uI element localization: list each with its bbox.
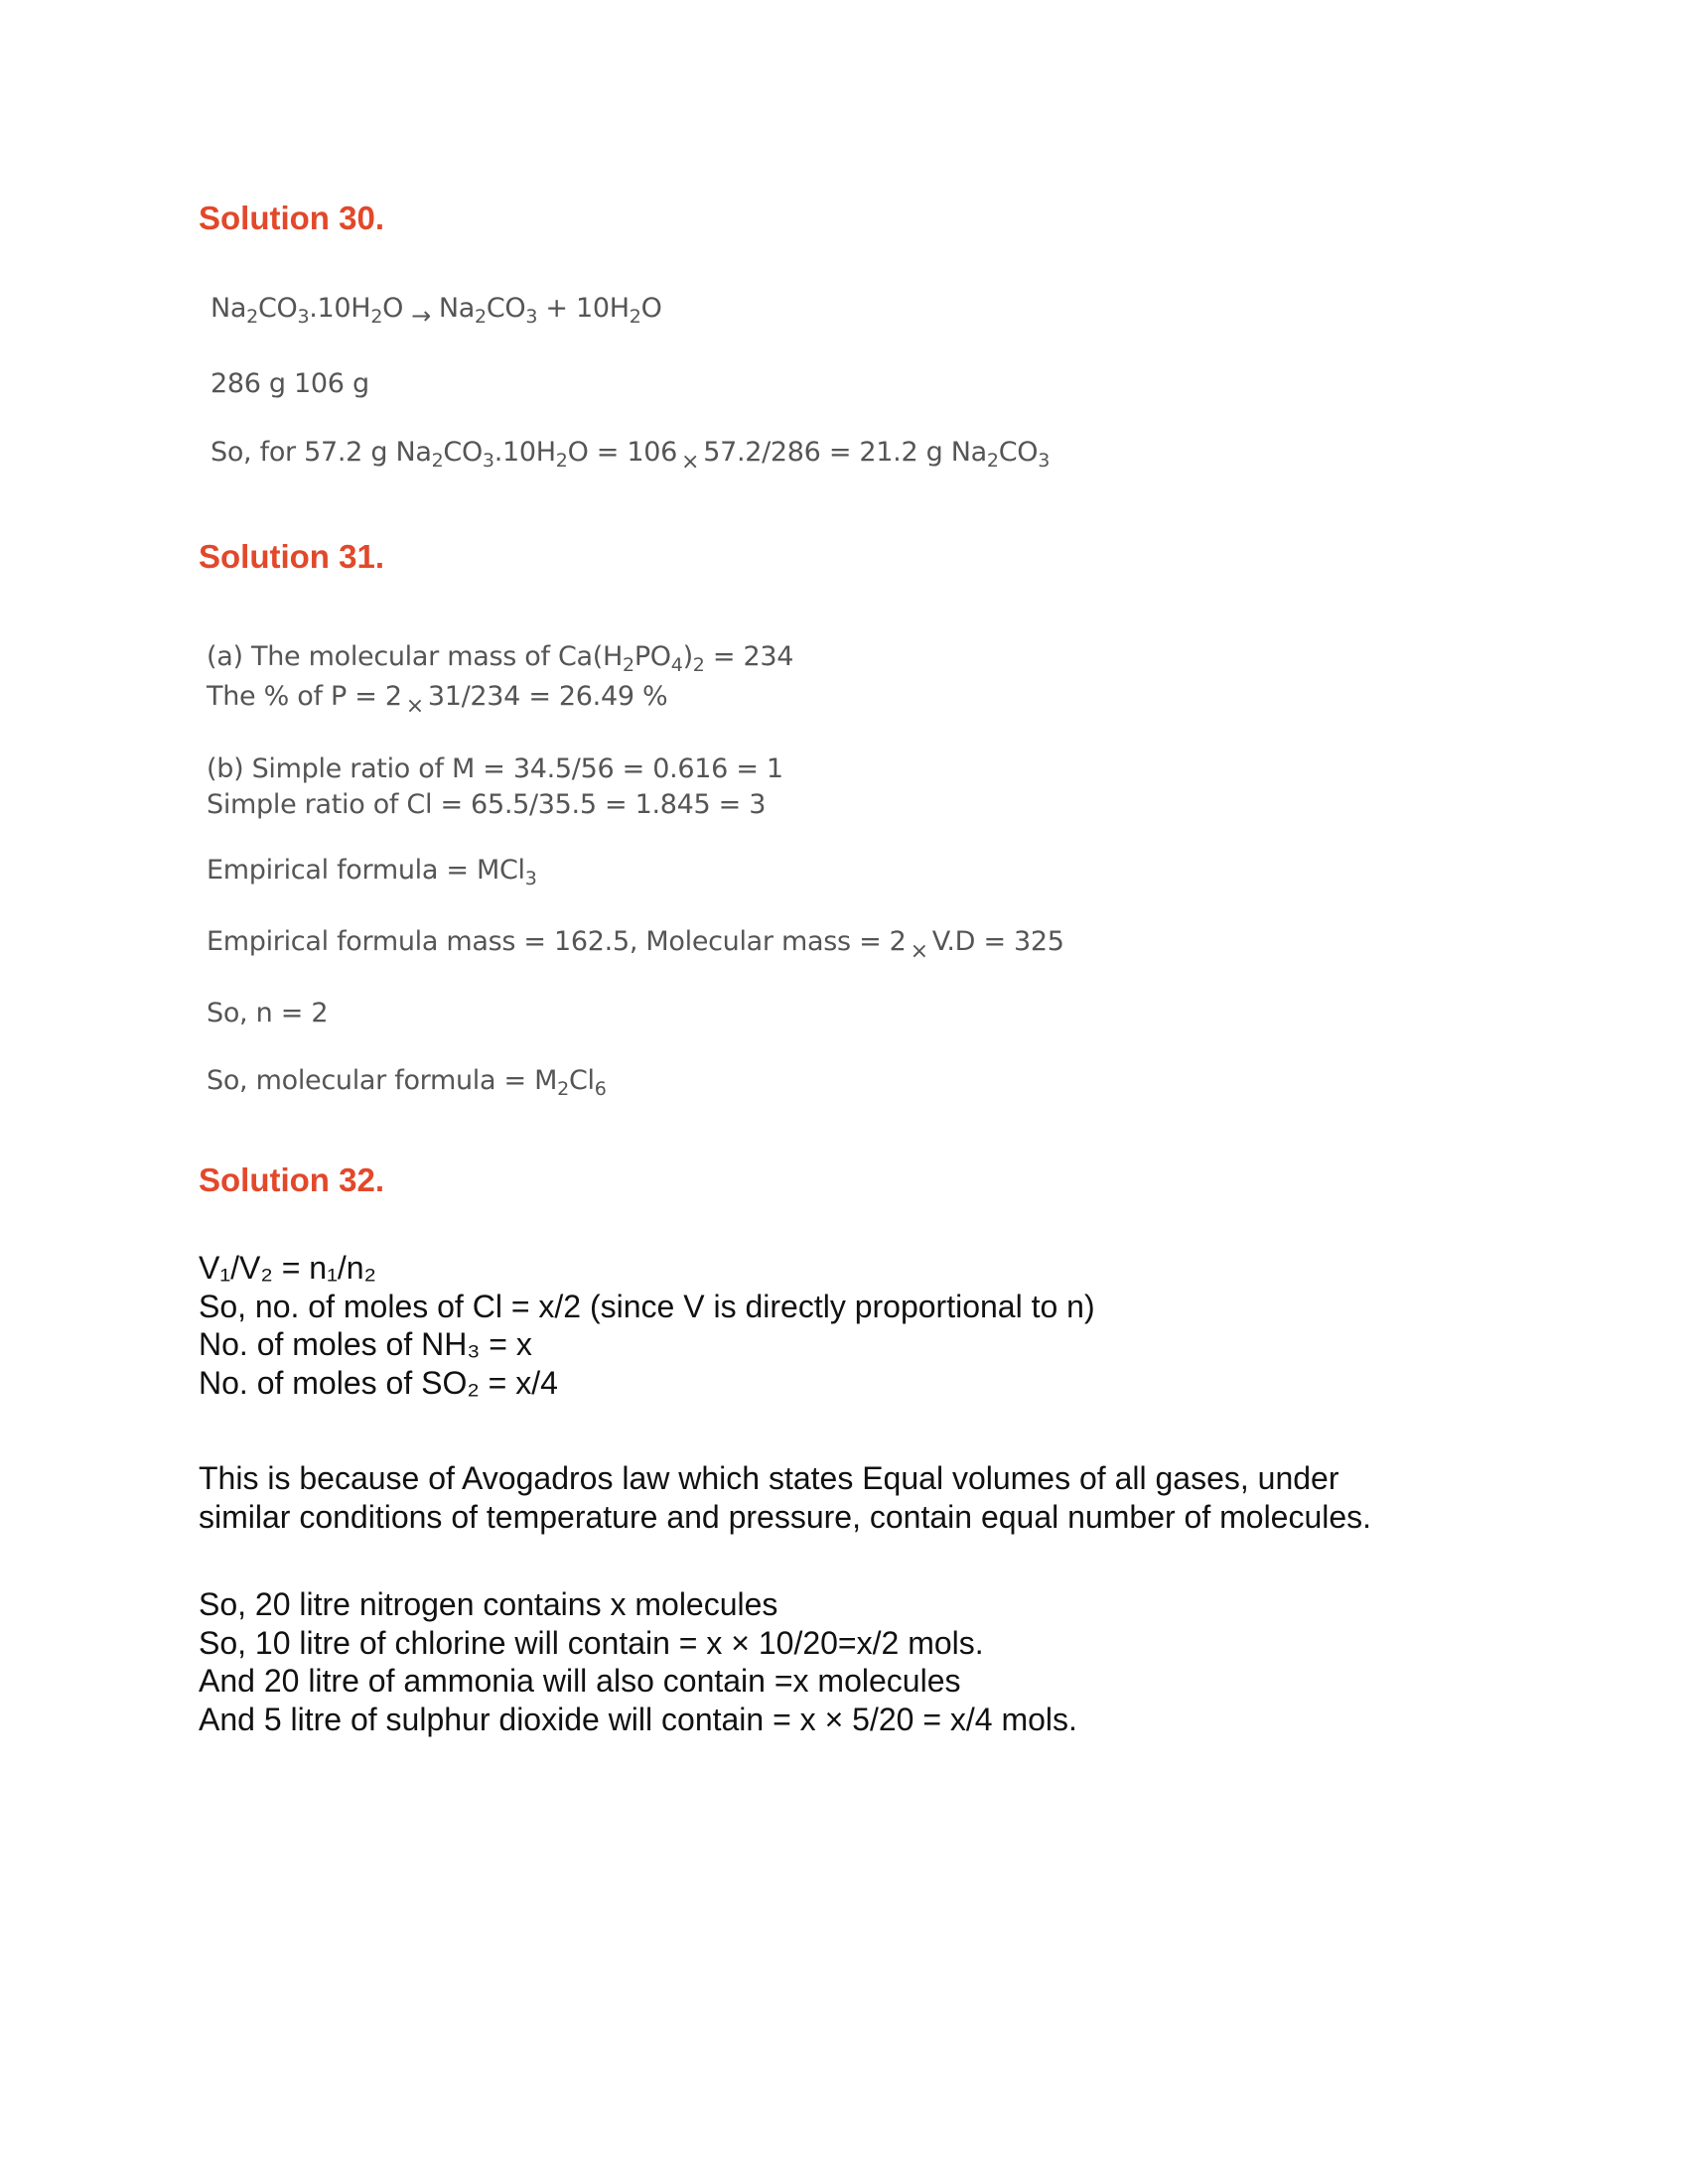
solution-31-ratio-m: (b) Simple ratio of M = 34.5/56 = 0.616 = 1 <box>207 753 783 784</box>
solution-30-calculation: So, for 57.2 g $Na_2CO_3.10H_2O = 106$ $_\times$ 57.2/286 = 21.2 g $Na_2CO_3$ <box>211 437 1050 475</box>
paragraph-line: And 20 litre of ammonia will also contain =x molecules <box>199 1663 961 1699</box>
paragraph-line: No. of moles of SO₂ = x/4 <box>199 1364 558 1401</box>
solution-32-paragraph-1 <box>199 1249 1095 1402</box>
paragraph-line: So, 10 litre of chlorine will contain = x × 10/20=x/2 mols. <box>199 1624 984 1661</box>
paragraph-line: No. of moles of NH₃ = x <box>199 1326 532 1362</box>
multiply-icon: × <box>405 694 424 719</box>
paragraph-line: So, 20 litre nitrogen contains x molecules <box>199 1586 778 1622</box>
solution-32-paragraph-2 <box>199 1459 1371 1536</box>
solution-31-n-value: So, n = 2 <box>207 998 329 1028</box>
solution-31-heading: Solution 31. <box>199 538 385 575</box>
solution-30-equation: $Na_2CO_3.10H_2O \to Na_2CO_3 + 10H_2O$ <box>211 293 662 330</box>
solution-31-molecular-mass: (a) The molecular mass of $Ca(H_2PO_4)_2 = 234$ <box>207 641 794 676</box>
paragraph-line: So, no. of moles of Cl = x/2 (since V is directly proportional to n) <box>199 1288 1095 1324</box>
solution-31-molecular-formula: So, molecular formula = $M_2Cl_6$ <box>207 1065 607 1100</box>
multiply-icon: × <box>910 939 928 964</box>
paragraph-line: similar conditions of temperature and pressure, contain equal number of molecules. <box>199 1498 1372 1535</box>
solution-30-heading: Solution 30. <box>199 200 385 236</box>
solution-32-paragraph-3 <box>199 1585 1077 1738</box>
solution-31-formula-mass: Empirical formula mass = 162.5, Molecular mass = 2 $_\times$ V.D = 325 <box>207 926 1064 964</box>
solution-31-empirical-formula: Empirical formula = MCl$_3$ <box>207 855 537 889</box>
solution-32-heading: Solution 32. <box>199 1161 385 1198</box>
paragraph-line: This is because of Avogadros law which states Equal volumes of all gases, under <box>199 1460 1339 1496</box>
solution-31-percent-p: The % of P = 2 $_\times$ 31/234 = 26.49 % <box>207 681 668 719</box>
paragraph-line: And 5 litre of sulphur dioxide will contain = x × 5/20 = x/4 mols. <box>199 1701 1077 1737</box>
solution-30-masses: 286 g 106 g <box>211 368 369 399</box>
multiply-icon: × <box>681 450 700 475</box>
solution-31-ratio-cl: Simple ratio of Cl = 65.5/35.5 = 1.845 = 3 <box>207 789 767 820</box>
paragraph-line: V₁/V₂ = n₁/n₂ <box>199 1250 376 1286</box>
arrow-icon: → <box>411 302 431 330</box>
